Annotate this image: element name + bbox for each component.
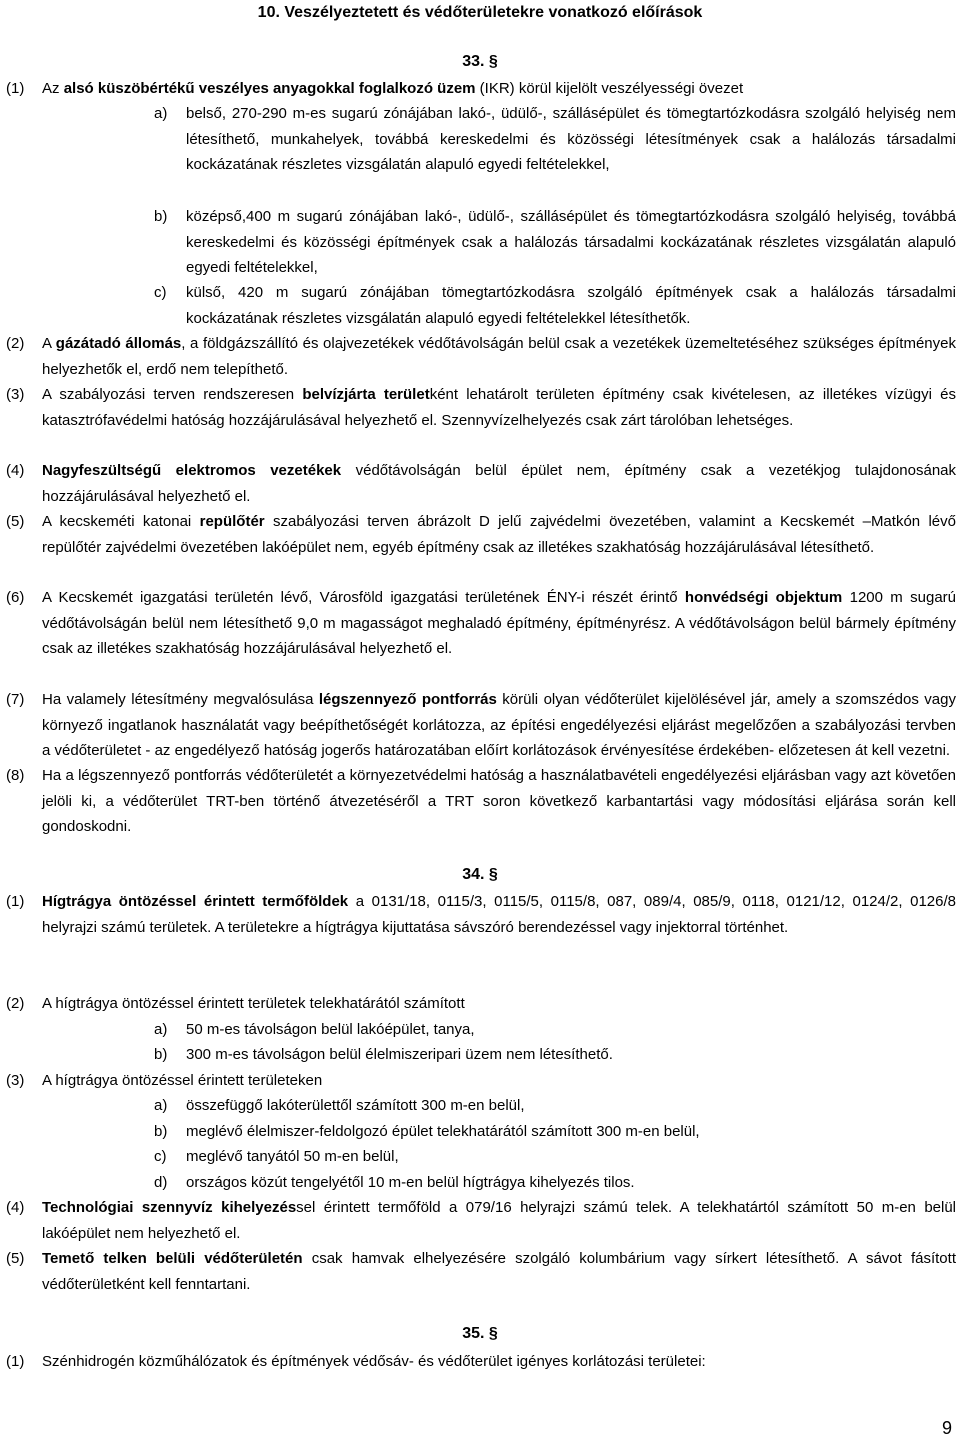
- text: (IKR) körül kijelölt veszélyességi övezet: [475, 80, 744, 97]
- text: ként lehatárolt területen építmény csak kivételesen, az illetékes vízügyi és katasztrófavédelmi hatóság hozzájárulásával helyezhető el. Szennyvízelhelyezés csak zárt tárolóban lehetséges.: [42, 386, 956, 429]
- s34-p3-item-a: [154, 1093, 956, 1119]
- s33-paragraph-4: [6, 458, 956, 509]
- text: A szabályozási terven rendszeresen: [42, 386, 303, 403]
- item-label: a): [154, 1021, 168, 1038]
- section-35-heading: 35. §: [462, 1325, 498, 1342]
- paragraph-number: (8): [6, 767, 25, 784]
- item-label: a): [154, 1097, 168, 1114]
- paragraph-number: (6): [6, 589, 25, 606]
- text: A Kecskemét igazgatási területén lévő, Városföld igazgatási területének ÉNY-i részét érintő: [42, 589, 685, 606]
- s34-p2-item-b: [154, 1042, 956, 1068]
- item-label: b): [154, 208, 168, 225]
- text: szabályozási terven ábrázolt D jelű zajvédelmi övezetében, valamint a Kecskemét –Matkón lévő repülőtér zajvédelmi övezetében lakóépület nem, egyéb építmény csak az illetékes szakhatóság hozzájárulásával létesíthető.: [42, 513, 956, 556]
- page-number: 9: [941, 1418, 952, 1438]
- bold-term: Technológiai szennyvíz kihelyezés: [42, 1199, 297, 1216]
- s33-paragraph-5: [6, 509, 956, 560]
- paragraph-number: (2): [6, 335, 25, 352]
- item-text: meglévő tanyától 50 m-en belül,: [186, 1148, 399, 1165]
- item-label: d): [154, 1174, 168, 1191]
- text: A kecskeméti katonai: [42, 513, 200, 530]
- item-label: c): [154, 284, 167, 301]
- s33-paragraph-3: [6, 382, 956, 433]
- text: A hígtrágya öntözéssel érintett területek telekhatárától számított: [42, 995, 465, 1012]
- text: csak hamvak elhelyezésére szolgáló kolumbárium vagy sírkert létesíthető. A sávot fásított védőterületként kell fenntartani.: [42, 1250, 956, 1293]
- text: 1200 m sugarú védőtávolságán belül nem létesíthető 9,0 m magasságot meghaladó építmény, építményrész. A védőtávolságon belül bármely építmény csak az illetékes szakhatóság hozzájárulásával helyezhető el.: [42, 589, 957, 657]
- s33-paragraph-7: [6, 687, 956, 764]
- s35-paragraph-1: [6, 1349, 956, 1375]
- s33-paragraph-8: [6, 763, 956, 840]
- s34-p3-item-b: [154, 1119, 956, 1145]
- text: Szénhidrogén közműhálózatok és építmények védősáv- és védőterület igényes korlátozási területei:: [42, 1353, 706, 1370]
- text: , a földgázszállító és olajvezetékek védőtávolságán belül csak a vezetékek üzemeltetéséhez szükséges építmények helyezhetők el, erdő nem telepíthető.: [42, 335, 956, 378]
- item-text: országos közút tengelyétől 10 m-en belül hígtrágya kihelyezés tilos.: [186, 1174, 635, 1191]
- item-label: c): [154, 1148, 167, 1165]
- bold-term: alsó küszöbértékű veszélyes anyagokkal foglalkozó üzem: [63, 80, 476, 97]
- paragraph-number: (3): [6, 386, 25, 403]
- s33-paragraph-6: [6, 585, 956, 662]
- paragraph-number: (4): [6, 1199, 25, 1216]
- text: Az: [42, 80, 64, 97]
- item-text: meglévő élelmiszer-feldolgozó épület telekhatárától számított 300 m-en belül,: [186, 1123, 700, 1140]
- paragraph-number: (2): [6, 995, 25, 1012]
- paragraph-number: (1): [6, 80, 25, 97]
- bold-term: honvédségi objektum: [684, 589, 843, 606]
- paragraph-number: (5): [6, 1250, 25, 1267]
- section-34-heading: 34. §: [462, 866, 498, 883]
- text: a 0131/18, 0115/3, 0115/5, 0115/8, 087, 089/4, 085/9, 0118, 0121/12, 0124/2, 0126/8 helyrajzi számú területek. A területekre a hígtrágya kijuttatása sávszóró berendezéssel vagy injektorral történhet.: [42, 893, 956, 936]
- bold-term: légszennyező pontforrás: [318, 691, 497, 708]
- bold-term: Hígtrágya öntözéssel érintett termőföldek: [42, 893, 349, 910]
- paragraph-number: (3): [6, 1072, 25, 1089]
- s33-item-b: [154, 204, 956, 281]
- paragraph-number: (5): [6, 513, 25, 530]
- text: A: [42, 335, 56, 352]
- s34-p3-item-c: [154, 1144, 956, 1170]
- item-text: külső, 420 m sugarú zónájában tömegtartózkodásra szolgáló építmények csak a halálozás társadalmi kockázatának részletes vizsgálatán alapuló egyedi feltételekkel létesíthetők.: [186, 284, 956, 327]
- text: Ha valamely létesítmény megvalósulása: [42, 691, 319, 708]
- bold-term: belvízjárta terület: [302, 386, 430, 403]
- item-label: b): [154, 1046, 168, 1063]
- item-label: b): [154, 1123, 168, 1140]
- text: A hígtrágya öntözéssel érintett területeken: [42, 1072, 323, 1089]
- item-text: összefüggő lakóterülettől számított 300 m-en belül,: [186, 1097, 525, 1114]
- bold-term: gázátadó állomás: [55, 335, 182, 352]
- s34-paragraph-1: [6, 889, 956, 940]
- s33-paragraph-2: [6, 331, 956, 382]
- text: védőtávolságán belül épület nem, építmény csak a vezetékjog tulajdonosának hozzájárulásával helyezhető el.: [42, 462, 957, 505]
- s34-paragraph-3: [6, 1068, 956, 1094]
- paragraph-number: (4): [6, 462, 25, 479]
- item-text: 50 m-es távolságon belül lakóépület, tanya,: [186, 1021, 475, 1038]
- s33-item-a: [154, 101, 956, 178]
- bold-term: Temető telken belüli védőterületén: [42, 1250, 303, 1267]
- paragraph-number: (7): [6, 691, 25, 708]
- paragraph-number: (1): [6, 893, 25, 910]
- item-text: középső,400 m sugarú zónájában lakó-, üdülő-, szállásépület és tömegtartózkodásra szolgáló helyiség, továbbá kereskedelmi és közösségi építmények csak a halálozás társadalmi kockázatának részletes vizsgálatán alapuló egyedi feltételekkel,: [186, 208, 956, 276]
- text: sel érintett termőföld a 079/16 helyrajzi számú telek. A telekhatártól számított 50 m-en belül lakóépület nem helyezhető el.: [42, 1199, 957, 1242]
- section-33-heading: 33. §: [462, 53, 498, 70]
- s34-p2-item-a: [154, 1017, 956, 1043]
- text: Ha a légszennyező pontforrás védőterületét a környezetvédelmi hatóság a használatbavételi engedélyezési eljárásban vagy azt követően jelöli ki, a védőterület TRT-ben történő átvezetéséről a TRT soron következő karbantartási vagy módosítási eljárása során kell gondoskodni.: [42, 767, 956, 835]
- chapter-title: 10. Veszélyeztetett és védőterületekre vonatkozó előírások: [257, 4, 703, 21]
- s34-paragraph-4: [6, 1195, 956, 1246]
- s33-item-c: [154, 280, 956, 331]
- paragraph-number: (1): [6, 1353, 25, 1370]
- bold-term: Nagyfeszültségű elektromos vezetékek: [42, 462, 342, 479]
- bold-term: repülőtér: [199, 513, 265, 530]
- item-label: a): [154, 105, 168, 122]
- s33-paragraph-1: [6, 76, 956, 102]
- s34-p3-item-d: [154, 1170, 956, 1196]
- s34-paragraph-5: [6, 1246, 956, 1297]
- s34-paragraph-2: [6, 991, 956, 1017]
- item-text: 300 m-es távolságon belül élelmiszeripari üzem nem létesíthető.: [186, 1046, 613, 1063]
- item-text: belső, 270-290 m-es sugarú zónájában lakó-, üdülő-, szállásépület és tömegtartózkodásra szolgáló helyiség nem létesíthető, munkahelyek, továbbá kereskedelmi és közösségi létesítmények csak a halálozás társadalmi kockázatának részletes vizsgálatán alapuló egyedi feltételekkel,: [186, 105, 956, 173]
- text: körüli olyan védőterület kijelölésével jár, amely a szomszédos vagy környező ingatlanok használatát vagy beépíthetőségét korlátozza, az építési engedélyezési eljárást megelőzően a szabályozási tervben a védőterületet - az engedélyező hatóság jogerős határozatában előírt korlátozások érvényesítése érdekében- előzetesen át kell vezetni.: [42, 691, 956, 759]
